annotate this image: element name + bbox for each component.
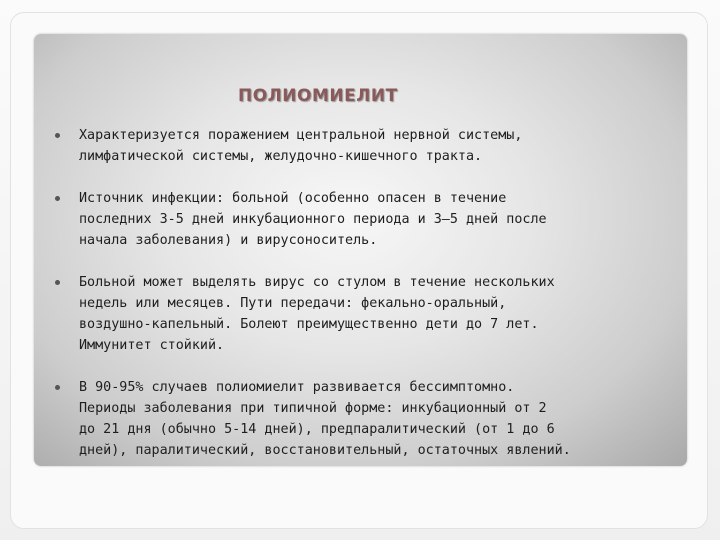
bullet-line: Источник инфекции: больной (особенно опасен в течение	[79, 191, 507, 206]
bullet-dot-icon	[55, 385, 60, 390]
bullet-line: до 21 дня (обычно 5-14 дней), предпаралитический (от 1 до 6	[79, 422, 555, 437]
bullet-item	[48, 125, 648, 167]
bullet-dot-icon	[55, 133, 60, 138]
bullet-list	[48, 125, 648, 461]
bullet-item	[48, 272, 648, 356]
bullet-dot-icon	[55, 280, 60, 285]
bullet-line: недель или месяцев. Пути передачи: фекально-оральный,	[79, 296, 507, 311]
slide-title: ПОЛИОМИЕЛИТ	[238, 86, 398, 106]
bullet-line: Иммунитет стойкий.	[79, 338, 225, 353]
bullet-line: лимфатической системы, желудочно-кишечного тракта.	[79, 149, 483, 164]
bullet-line: Характеризуется поражением центральной нервной системы,	[79, 128, 523, 143]
bullet-dot-icon	[55, 196, 60, 201]
bullet-line: Периоды заболевания при типичной форме: инкубационный от 2	[79, 401, 547, 416]
bullet-line: Больной может выделять вирус со стулом в течение нескольких	[79, 275, 555, 290]
bullet-line: дней), паралитический, восстановительный, остаточных явлений.	[79, 443, 571, 458]
bullet-line: последних 3-5 дней инкубационного периода и 3—5 дней после	[79, 212, 547, 227]
bullet-line: В 90-95% случаев полиомиелит развивается бессимптомно.	[79, 380, 515, 395]
bullet-line: начала заболевания) и вирусоноситель.	[79, 233, 378, 248]
bullet-line: воздушно-капельный. Болеют преимущественно дети до 7 лет.	[79, 317, 539, 332]
bullet-item	[48, 188, 648, 251]
bullet-item	[48, 377, 648, 461]
